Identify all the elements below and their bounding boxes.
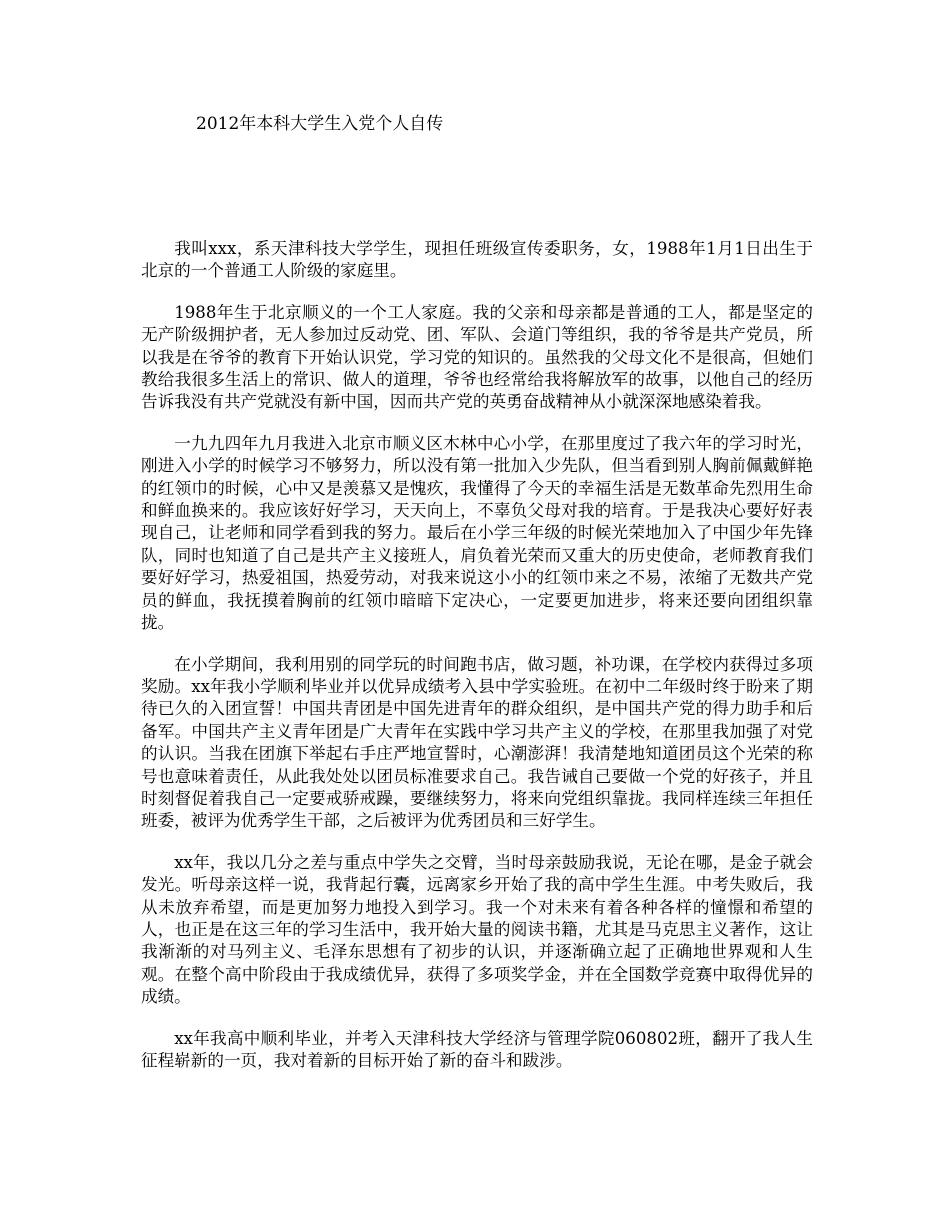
paragraph-university: xx年我高中顺利毕业，并考入天津科技大学经济与管理学院060802班，翻开了我人生征程崭新的一页，我对着新的目标开始了新的奋斗和跋涉。 xyxy=(141,1028,813,1070)
paragraph-primary-school: 一九九四年九月我进入北京市顺义区木林中心小学，在那里度过了我六年的学习时光，刚进入小学的时候学习不够努力，所以没有第一批加入少先队，但当看到别人胸前佩戴鲜艳的红领巾的时候，心中又是羡慕又是愧疚，我懂得了今天的幸福生活是无数革命先烈用生命和鲜血换来的。我应该好好学习，天天向上，不辜负父母对我的培育。于是我决心要好好表现自己，让老师和同学看到我的努力。最后在小学三年级的时候光荣地加入了中国少年先锋队，同时也知道了自己是共产主义接班人，肩负着光荣而又重大的历史使命，老师教育我们要好好学习，热爱祖国，热爱劳动，对我来说这小小的红领巾来之不易，浓缩了无数共产党员的鲜血，我抚摸着胸前的红领巾暗暗下定决心，一定要更加进步，将来还要向团组织靠拢。 xyxy=(141,433,813,633)
document-title: 2012年本科大学生入党个人自传 xyxy=(196,114,444,134)
paragraph-introduction: 我叫xxx，系天津科技大学学生，现担任班级宣传委职务，女，1988年1月1日出生于北京的一个普通工人阶级的家庭里。 xyxy=(141,239,813,281)
paragraph-middle-school: 在小学期间，我利用别的同学玩的时间跑书店，做习题，补功课，在学校内获得过多项奖励。xx年我小学顺利毕业并以优异成绩考入县中学实验班。在初中二年级时终于盼来了期待已久的入团宣誓！中国共青团是中国先进青年的群众组织，是中国共产党的得力助手和后备军。中国共产主义青年团是广大青年在实践中学习共产主义的学校，在那里我加强了对党的认识。当我在团旗下举起右手庄严地宣誓时，心潮澎湃！我清楚地知道团员这个光荣的称号也意味着责任，从此我处处以团员标准要求自己。我告诫自己要做一个党的好孩子，并且时刻督促着我自己一定要戒骄戒躁，要继续努力，将来向党组织靠拢。我同样连续三年担任班委，被评为优秀学生干部，之后被评为优秀团员和三好学生。 xyxy=(141,654,813,831)
paragraph-high-school: xx年，我以几分之差与重点中学失之交臂，当时母亲鼓励我说，无论在哪，是金子就会发光。听母亲这样一说，我背起行囊，远离家乡开始了我的高中学生生涯。中考失败后，我从未放弃希望，而是更加努力地投入到学习。我一个对未来有着各种各样的憧憬和希望的人，也正是在这三年的学习生活中，我开始大量的阅读书籍，尤其是马克思主义著作，这让我渐渐的对马列主义、毛泽东思想有了初步的认识，并逐渐确立起了正确地世界观和人生观。在整个高中阶段由于我成绩优异，获得了多项奖学金，并在全国数学竞赛中取得优异的成绩。 xyxy=(141,852,813,1007)
paragraph-family: 1988年生于北京顺义的一个工人家庭。我的父亲和母亲都是普通的工人，都是坚定的无产阶级拥护者，无人参加过反动党、团、军队、会道门等组织，我的爷爷是共产党员，所以我是在爷爷的教育下开始认识党，学习党的知识的。虽然我的父母文化不是很高，但她们教给我很多生活上的常识、做人的道理，爷爷也经常给我将解放军的故事，以他自己的经历告诉我没有共产党就没有新中国，因而共产党的英勇奋战精神从小就深深地感染着我。 xyxy=(141,302,813,412)
document-body xyxy=(141,238,813,1091)
